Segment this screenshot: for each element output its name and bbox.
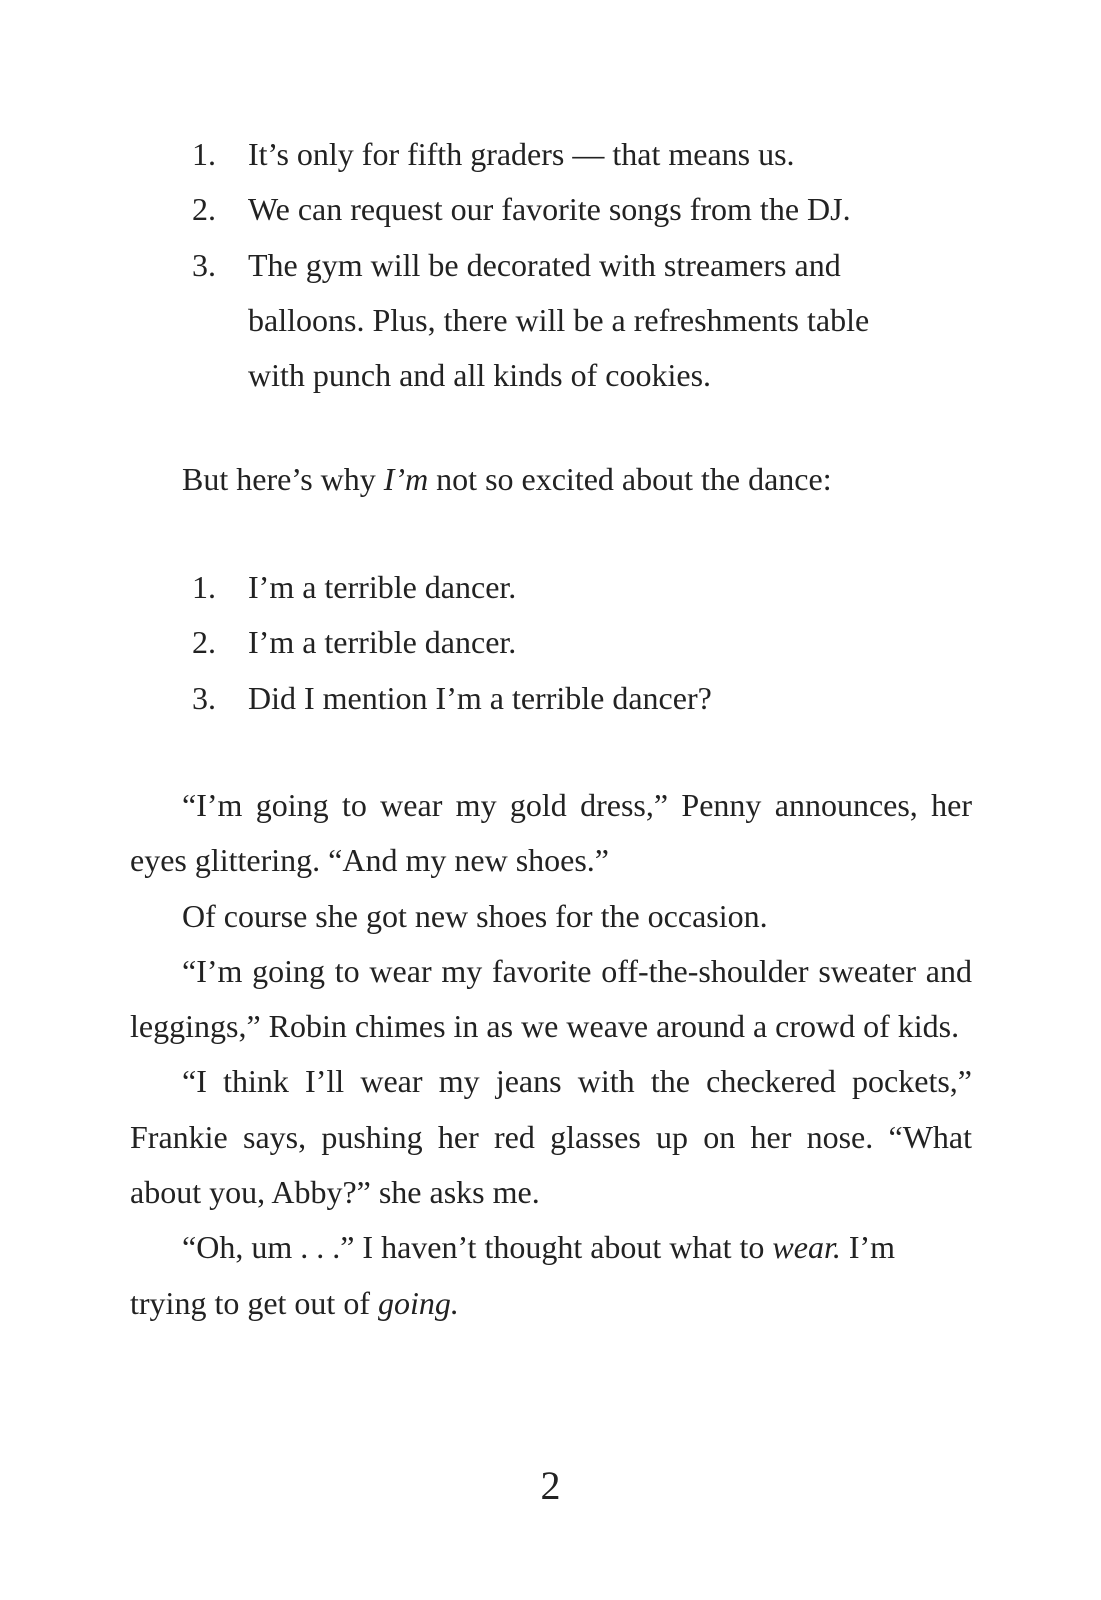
intro-emphasis: I’m (383, 461, 429, 497)
list-item (130, 127, 972, 182)
abby-emphasis-going: going. (377, 1284, 459, 1321)
dialogue-block (130, 778, 972, 1331)
intro-before: But here’s why (182, 461, 384, 497)
list-number: 3. (192, 679, 216, 716)
abby-text-b: I’m trying to get out of (130, 1229, 896, 1321)
list-item (130, 182, 972, 237)
abby-emphasis-wear: wear. (772, 1229, 841, 1266)
paragraph-abby (130, 1220, 972, 1331)
list-item-text: Did I mention I’m a terrible dancer? (248, 679, 712, 716)
paragraph-new-shoes: Of course she got new shoes for the occasion. (182, 897, 768, 934)
list-number: 2. (192, 191, 216, 228)
list-item-text: It’s only for fifth graders — that means us. (248, 136, 795, 172)
list-item (130, 615, 972, 670)
list-item-text: The gym will be decorated with streamers and balloons. Plus, there will be a refreshments table with punch and all kinds of cookies. (248, 246, 870, 394)
list-item-text: We can request our favorite songs from the DJ. (248, 191, 851, 228)
list-item-text: I’m a terrible dancer. (248, 569, 517, 605)
paragraph-frankie: “I think I’ll wear my jeans with the checkered pockets,” Frankie says, pushing her red glasses up on her nose. “What about you, Abby?” she asks me. (130, 1063, 972, 1211)
intro-line (130, 452, 972, 507)
list-item (130, 560, 972, 615)
paragraph-robin: “I’m going to wear my favorite off-the-shoulder sweater and leggings,” Robin chimes in as we weave around a crowd of kids. (130, 952, 972, 1045)
excitement-reasons-list (130, 127, 972, 403)
list-number: 2. (192, 624, 216, 661)
list-item (130, 238, 972, 404)
paragraph-penny: “I’m going to wear my gold dress,” Penny announces, her eyes glittering. “And my new shoes.” (130, 787, 972, 879)
list-number: 1. (192, 136, 216, 172)
abby-text-a: “Oh, um . . .” I haven’t thought about what to (182, 1229, 773, 1266)
list-item-text: I’m a terrible dancer. (248, 624, 517, 661)
list-item (130, 671, 972, 726)
intro-after: not so excited about the dance: (428, 461, 832, 497)
dislike-reasons-list (130, 560, 972, 726)
list-number: 3. (192, 246, 216, 283)
page-number: 2 (540, 1463, 561, 1508)
list-number: 1. (192, 569, 216, 605)
